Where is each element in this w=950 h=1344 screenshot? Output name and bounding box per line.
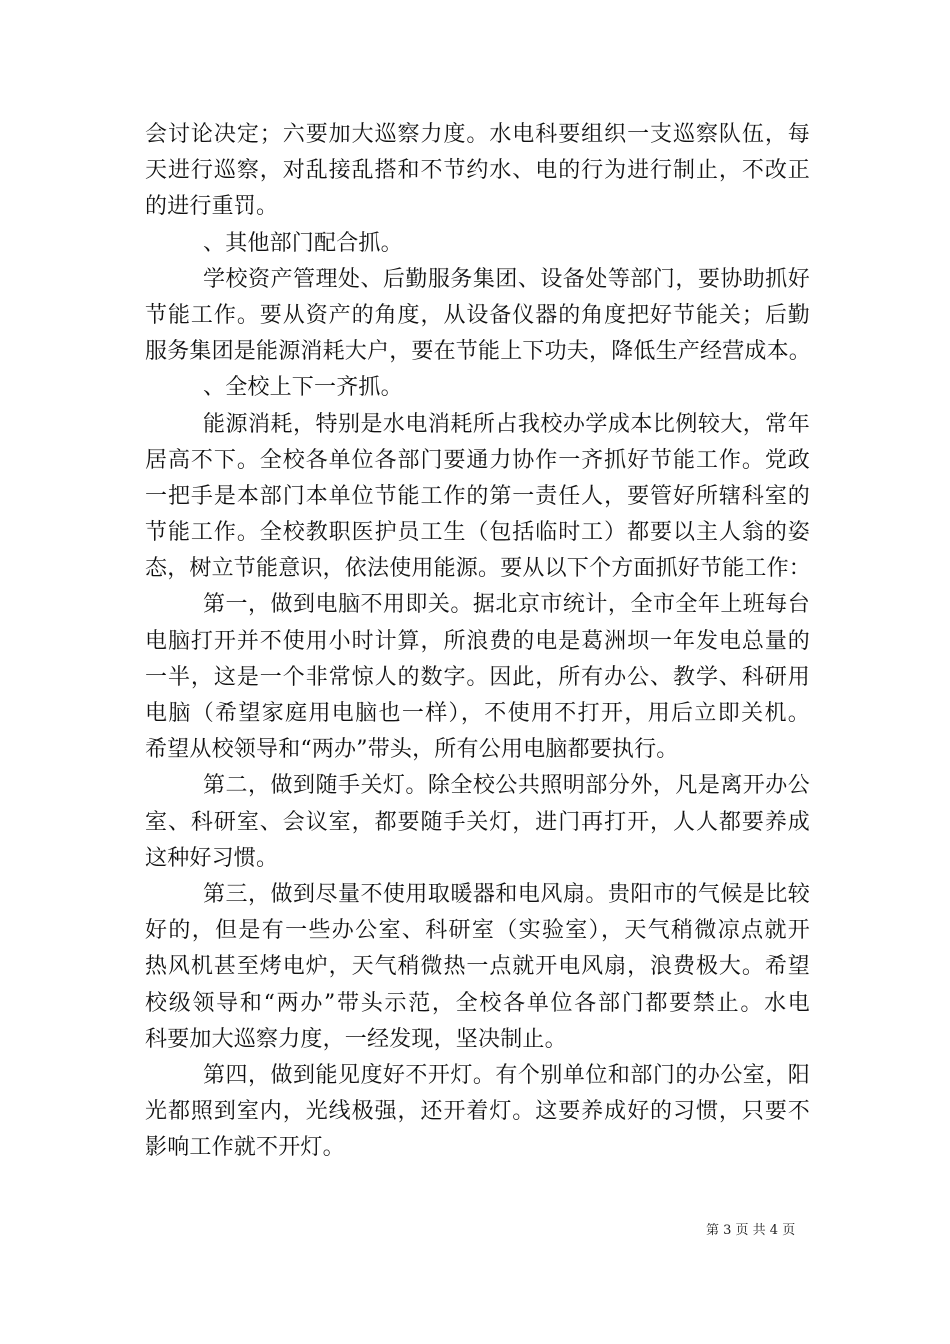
text-line: 室、科研室、会议室，都要随手关灯，进门再打开，人人都要养成 — [145, 809, 810, 835]
text-line: 、全校上下一齐抓。 — [203, 375, 403, 401]
text-line: 能源消耗，特别是水电消耗所占我校办学成本比例较大，常年 — [203, 411, 810, 437]
text-line: 居高不下。全校各单位各部门要通力协作一齐抓好节能工作。党政 — [145, 447, 810, 473]
text-line: 希望从校领导和“两办”带头，所有公用电脑都要执行。 — [145, 737, 679, 763]
text-line: 影响工作就不开灯。 — [145, 1135, 345, 1161]
paragraph — [145, 587, 810, 768]
text-line: 光都照到室内，光线极强，还开着灯。这要养成好的习惯，只要不 — [145, 1099, 810, 1125]
text-line: 好的，但是有一些办公室、科研室（实验室），天气稍微凉点就开 — [145, 918, 810, 944]
text-line: 电脑打开并不使用小时计算，所浪费的电是葛洲坝一年发电总量的 — [145, 628, 810, 654]
text-line: 的进行重罚。 — [145, 194, 279, 220]
page-number: 第 3 页 共 4 页 — [706, 1223, 796, 1238]
text-line: 电脑（希望家庭用电脑也一样），不使用不打开，用后立即关机。 — [145, 701, 810, 726]
text-line: 天进行巡察，对乱接乱搭和不节约水、电的行为进行制止，不改正 — [145, 158, 810, 184]
text-line: 态，树立节能意识，依法使用能源。要从以下个方面抓好节能工作： — [145, 556, 812, 582]
text-line: 会讨论决定；六要加大巡察力度。水电科要组织一支巡察队伍，每 — [145, 122, 810, 147]
paragraph — [145, 768, 810, 877]
section-heading — [145, 226, 810, 262]
text-line: 校级领导和“两办”带头示范，全校各单位各部门都要禁止。水电 — [145, 990, 810, 1016]
text-line: 一半，这是一个非常惊人的数字。因此，所有办公、教学、科研用 — [145, 664, 810, 690]
text-line: 第二，做到随手关灯。除全校公共照明部分外，凡是离开办公 — [203, 773, 810, 799]
text-line: 科要加大巡察力度，一经发现，坚决制止。 — [145, 1026, 567, 1052]
text-line: 节能工作。全校教职医护员工生（包括临时工）都要以主人翁的姿 — [145, 520, 810, 546]
text-line: 第一，做到电脑不用即关。据北京市统计，全市全年上班每台 — [203, 592, 810, 618]
text-line: 学校资产管理处、后勤服务集团、设备处等部门，要协助抓好 — [203, 266, 810, 292]
text-line: 服务集团是能源消耗大户，要在节能上下功夫，降低生产经营成本。 — [145, 339, 812, 365]
paragraph — [145, 877, 810, 1058]
paragraph — [145, 407, 810, 588]
text-line: 一把手是本部门本单位节能工作的第一责任人，要管好所辖科室的 — [145, 483, 810, 509]
text-line: 、其他部门配合抓。 — [203, 230, 403, 256]
text-line: 热风机甚至烤电炉，天气稍微热一点就开电风扇，浪费极大。希望 — [145, 954, 810, 980]
text-line: 第四，做到能见度好不开灯。有个别单位和部门的办公室，阳 — [203, 1062, 810, 1088]
text-line: 这种好习惯。 — [145, 845, 279, 871]
text-line: 节能工作。要从资产的角度，从设备仪器的角度把好节能关；后勤 — [145, 302, 810, 328]
section-heading — [145, 370, 810, 406]
paragraph — [145, 262, 810, 371]
paragraph — [145, 117, 810, 226]
paragraph — [145, 1058, 810, 1167]
text-line: 第三，做到尽量不使用取暖器和电风扇。贵阳市的气候是比较 — [203, 881, 810, 907]
document-body — [145, 117, 810, 1166]
